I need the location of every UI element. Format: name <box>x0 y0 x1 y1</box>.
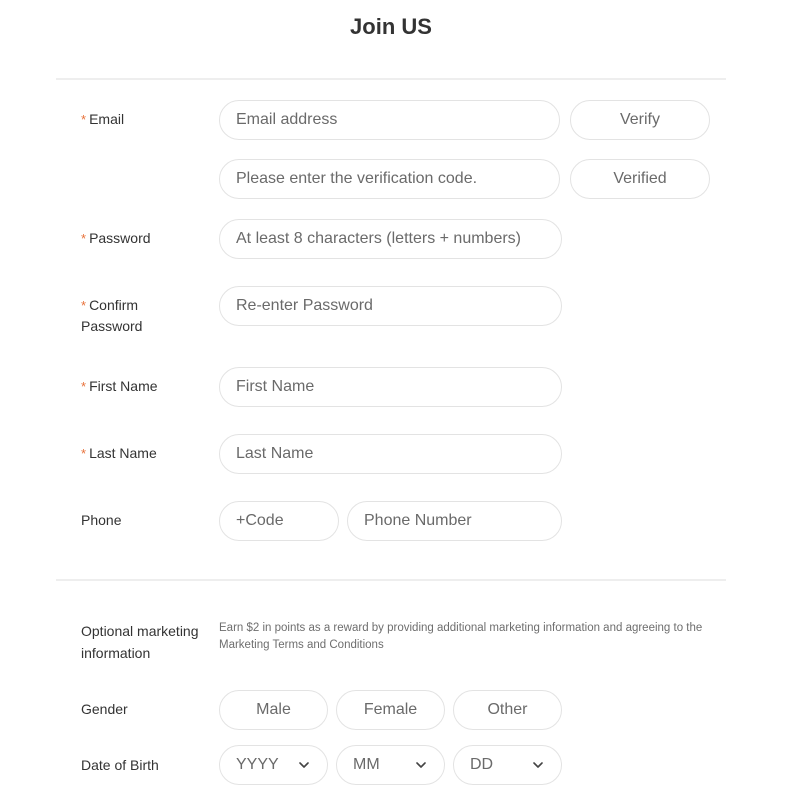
first-name-label <box>81 376 158 397</box>
first-name-label-text: First Name <box>89 378 158 394</box>
marketing-note: Earn $2 in points as a reward by providing additional marketing information and agreeing to the Marketing Terms and Conditions <box>219 622 703 651</box>
gender-label-text: Gender <box>81 701 128 717</box>
gender-option-female[interactable]: Female <box>336 690 445 730</box>
dob-day-select[interactable] <box>453 745 562 785</box>
top-divider <box>56 78 726 80</box>
marketing-label-line2: information <box>81 645 151 661</box>
gender-option-other[interactable]: Other <box>453 690 562 730</box>
confirm-password-input[interactable] <box>219 286 562 326</box>
email-label-text: Email <box>89 111 125 127</box>
confirm-password-label <box>81 295 142 337</box>
phone-number-placeholder: Phone Number <box>364 512 472 529</box>
chevron-down-icon <box>414 758 428 772</box>
dob-month-select[interactable] <box>336 745 445 785</box>
page-title: Join US <box>350 14 432 39</box>
phone-code-input[interactable] <box>219 501 339 541</box>
required-marker: * <box>81 298 87 313</box>
password-input[interactable] <box>219 219 562 259</box>
first-name-input[interactable] <box>219 367 562 407</box>
email-placeholder: Email address <box>236 111 338 128</box>
chevron-down-icon <box>297 758 311 772</box>
marketing-label <box>81 620 199 664</box>
verification-code-placeholder: Please enter the verification code. <box>236 170 478 187</box>
dob-month-value: MM <box>353 756 380 773</box>
last-name-label <box>81 443 157 464</box>
gender-label <box>81 699 128 720</box>
email-input[interactable] <box>219 100 560 140</box>
phone-code-placeholder: +Code <box>236 512 284 529</box>
dob-label-text: Date of Birth <box>81 757 159 773</box>
phone-label <box>81 510 121 531</box>
confirm-password-label-line1: Confirm <box>89 297 139 313</box>
dob-year-value: YYYY <box>236 756 279 773</box>
phone-label-text: Phone <box>81 512 122 528</box>
chevron-down-icon <box>531 758 545 772</box>
email-label <box>81 109 124 130</box>
verified-button[interactable]: Verified <box>570 159 710 199</box>
required-marker: * <box>81 446 87 461</box>
dob-day-value: DD <box>470 756 494 773</box>
verification-code-input[interactable] <box>219 159 560 199</box>
dob-label <box>81 755 159 776</box>
section-divider <box>56 579 726 581</box>
dob-year-select[interactable] <box>219 745 328 785</box>
last-name-input[interactable] <box>219 434 562 474</box>
required-marker: * <box>81 231 87 246</box>
last-name-label-text: Last Name <box>89 445 157 461</box>
confirm-password-placeholder: Re-enter Password <box>236 297 373 314</box>
password-label-text: Password <box>89 230 151 246</box>
phone-number-input[interactable] <box>347 501 562 541</box>
verify-button[interactable]: Verify <box>570 100 710 140</box>
first-name-placeholder: First Name <box>236 378 315 395</box>
last-name-placeholder: Last Name <box>236 445 314 462</box>
marketing-label-line1: Optional marketing <box>81 623 199 639</box>
required-marker: * <box>81 112 87 127</box>
required-marker: * <box>81 379 87 394</box>
confirm-password-label-line2: Password <box>81 318 143 334</box>
gender-option-male[interactable]: Male <box>219 690 328 730</box>
password-label <box>81 228 151 249</box>
password-placeholder: At least 8 characters (letters + numbers) <box>236 230 521 247</box>
